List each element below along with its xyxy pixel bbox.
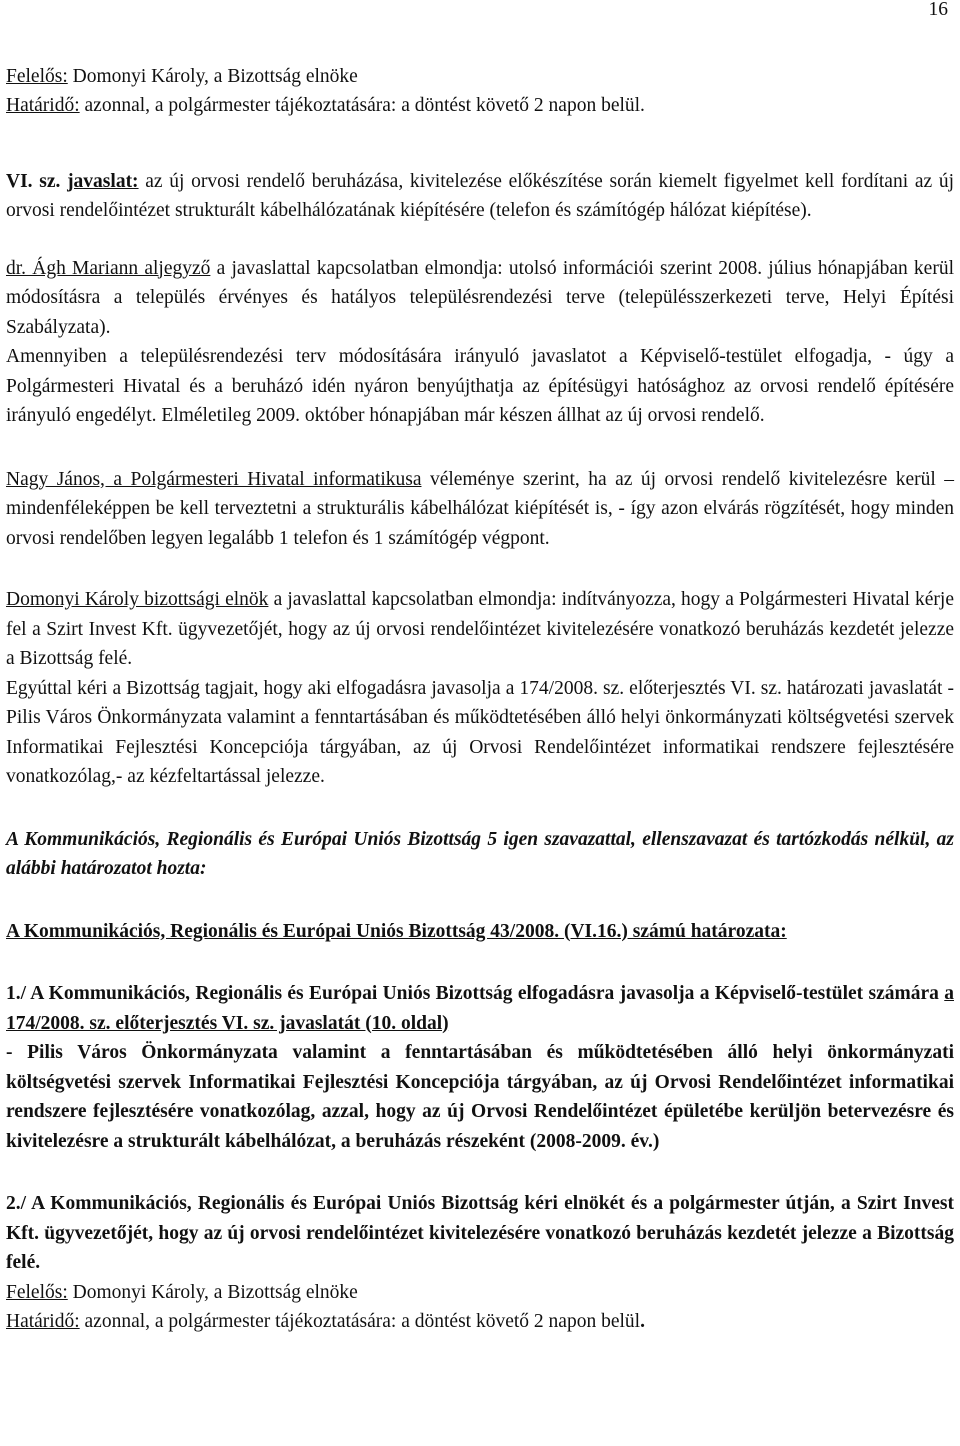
proposal-vi: VI. sz. javaslat: az új orvosi rendelő beruházása, kivitelezése előkészítése során kiemelt figyelmet kell fordítani az új orvosi rendelőintézet strukturált kábelhálózatának kiépítésére (telefon és számítógép hálózat kiépítése). bbox=[6, 170, 954, 221]
domonyi-request: Egyúttal kéri a Bizottság tagjait, hogy aki elfogadásra javasolja a 174/2008. sz. előterjesztés VI. sz. határozati javaslatát - Pilis Város Önkormányzata valamint a fenntartásában és működtetésében álló helyi önkormányzati költségvetési szervek Informatikai Fejlesztési Koncepciója tárgyában, az új Orvosi Rendelőintézet informatikai rendszere fejlesztésére vonatkozólag,- az kézfeltartással jelezze. bbox=[6, 677, 954, 787]
spacer bbox=[6, 792, 954, 825]
spacer bbox=[6, 0, 954, 30]
resolution-title: A Kommunikációs, Regionális és Európai Uniós Bizottság 43/2008. (VI.16.) számú határozata: bbox=[6, 920, 787, 942]
spacer bbox=[6, 121, 954, 167]
page-number: 16 bbox=[928, 0, 948, 20]
spacer bbox=[6, 884, 954, 917]
agh-statement: dr. Ágh Mariann aljegyző a javaslattal kapcsolatban elmondja: utolsó információi szerint 2008. július hónapjában kerül módosításra a település érvényes és hatályos településrendezési terve (településszerkezeti terve, Helyi Építési Szabályzata). bbox=[6, 257, 954, 338]
agh-statement-cont: Amennyiben a településrendezési terv módosítására irányuló javaslatot a Képviselő-testület elfogadja, - úgy a Polgármesteri Hivatal és a beruházó idén nyáron benyújthatja az építésügyi hatósághoz az orvosi rendelő építésére irányuló engedélyt. Elméletileg 2009. október hónapjában már készen állhat az új orvosi rendelő. bbox=[6, 346, 954, 426]
spacer bbox=[6, 30, 954, 62]
spacer bbox=[6, 226, 954, 254]
vote-result: A Kommunikációs, Regionális és Európai Uniós Bizottság 5 igen szavazattal, ellenszavazat és tartózkodás nélkül, az alábbi határozatot hozta: bbox=[6, 828, 954, 879]
deadline-line-2: Határidő: azonnal, a polgármester tájékoztatására: a döntést követő 2 napon belül. bbox=[6, 1311, 645, 1332]
resolution-point-1: 1./ A Kommunikációs, Regionális és Európai Uniós Bizottság elfogadásra javasolja a Képviselő-testület számára a 174/2008. sz. előterjesztés VI. sz. javaslatát (10. oldal) bbox=[6, 983, 954, 1034]
domonyi-statement: Domonyi Károly bizottsági elnök a javaslattal kapcsolatban elmondja: indítványozza, hogy a Polgármesteri Hivatal kérje fel a Szirt Invest Kft. ügyvezetőjét, hogy az új orvosi rendelőintézet kivitelezésére vonatkozó beruházás kezdetét jelezze a Bizottság felé. bbox=[6, 589, 954, 669]
deadline-line: Határidő: azonnal, a polgármester tájékoztatására: a döntést követő 2 napon belül. bbox=[6, 95, 645, 116]
nagy-statement: Nagy János, a Polgármesteri Hivatal informatikusa véleménye szerint, ha az új orvosi rendelő kivitelezésre kerül – mindenféleképpen be kell terveztetni a strukturális kábelhálózat kiépítését is, - így azon elvárás rögzítését, hogy minden orvosi rendelőben legyen legalább 1 telefon és 1 számítógép végpont. bbox=[6, 468, 954, 549]
spacer bbox=[6, 946, 954, 979]
spacer bbox=[6, 431, 954, 465]
resolution-point-2: 2./ A Kommunikációs, Regionális és Európai Uniós Bizottság kéri elnökét és a polgármester útján, a Szirt Invest Kft. ügyvezetőjét, hogy az új orvosi rendelőintézet kivitelezésére vonatkozó beruházás kezdetét jelezze a Bizottság felé. bbox=[6, 1193, 954, 1273]
responsible-line-2: Felelős: Domonyi Károly, a Bizottság elnöke bbox=[6, 1281, 358, 1303]
spacer bbox=[6, 1156, 954, 1189]
document-page bbox=[6, 0, 954, 1337]
spacer bbox=[6, 553, 954, 585]
resolution-point-1-cont: - Pilis Város Önkormányzata valamint a fenntartásában és működtetésében álló helyi önkormányzati költségvetési szervek Informatikai Fejlesztési Koncepciója tárgyában, az új Orvosi Rendelőintézet informatikai rendszere fejlesztésére vonatkozólag, azzal, hogy az új Orvosi Rendelőintézet épületébe kerüljön betervezésre és kivitelezésre a strukturált kábelhálózat, a beruházás részeként (2008-2009. év.) bbox=[6, 1042, 954, 1152]
responsible-line: Felelős: Domonyi Károly, a Bizottság elnöke bbox=[6, 65, 358, 87]
